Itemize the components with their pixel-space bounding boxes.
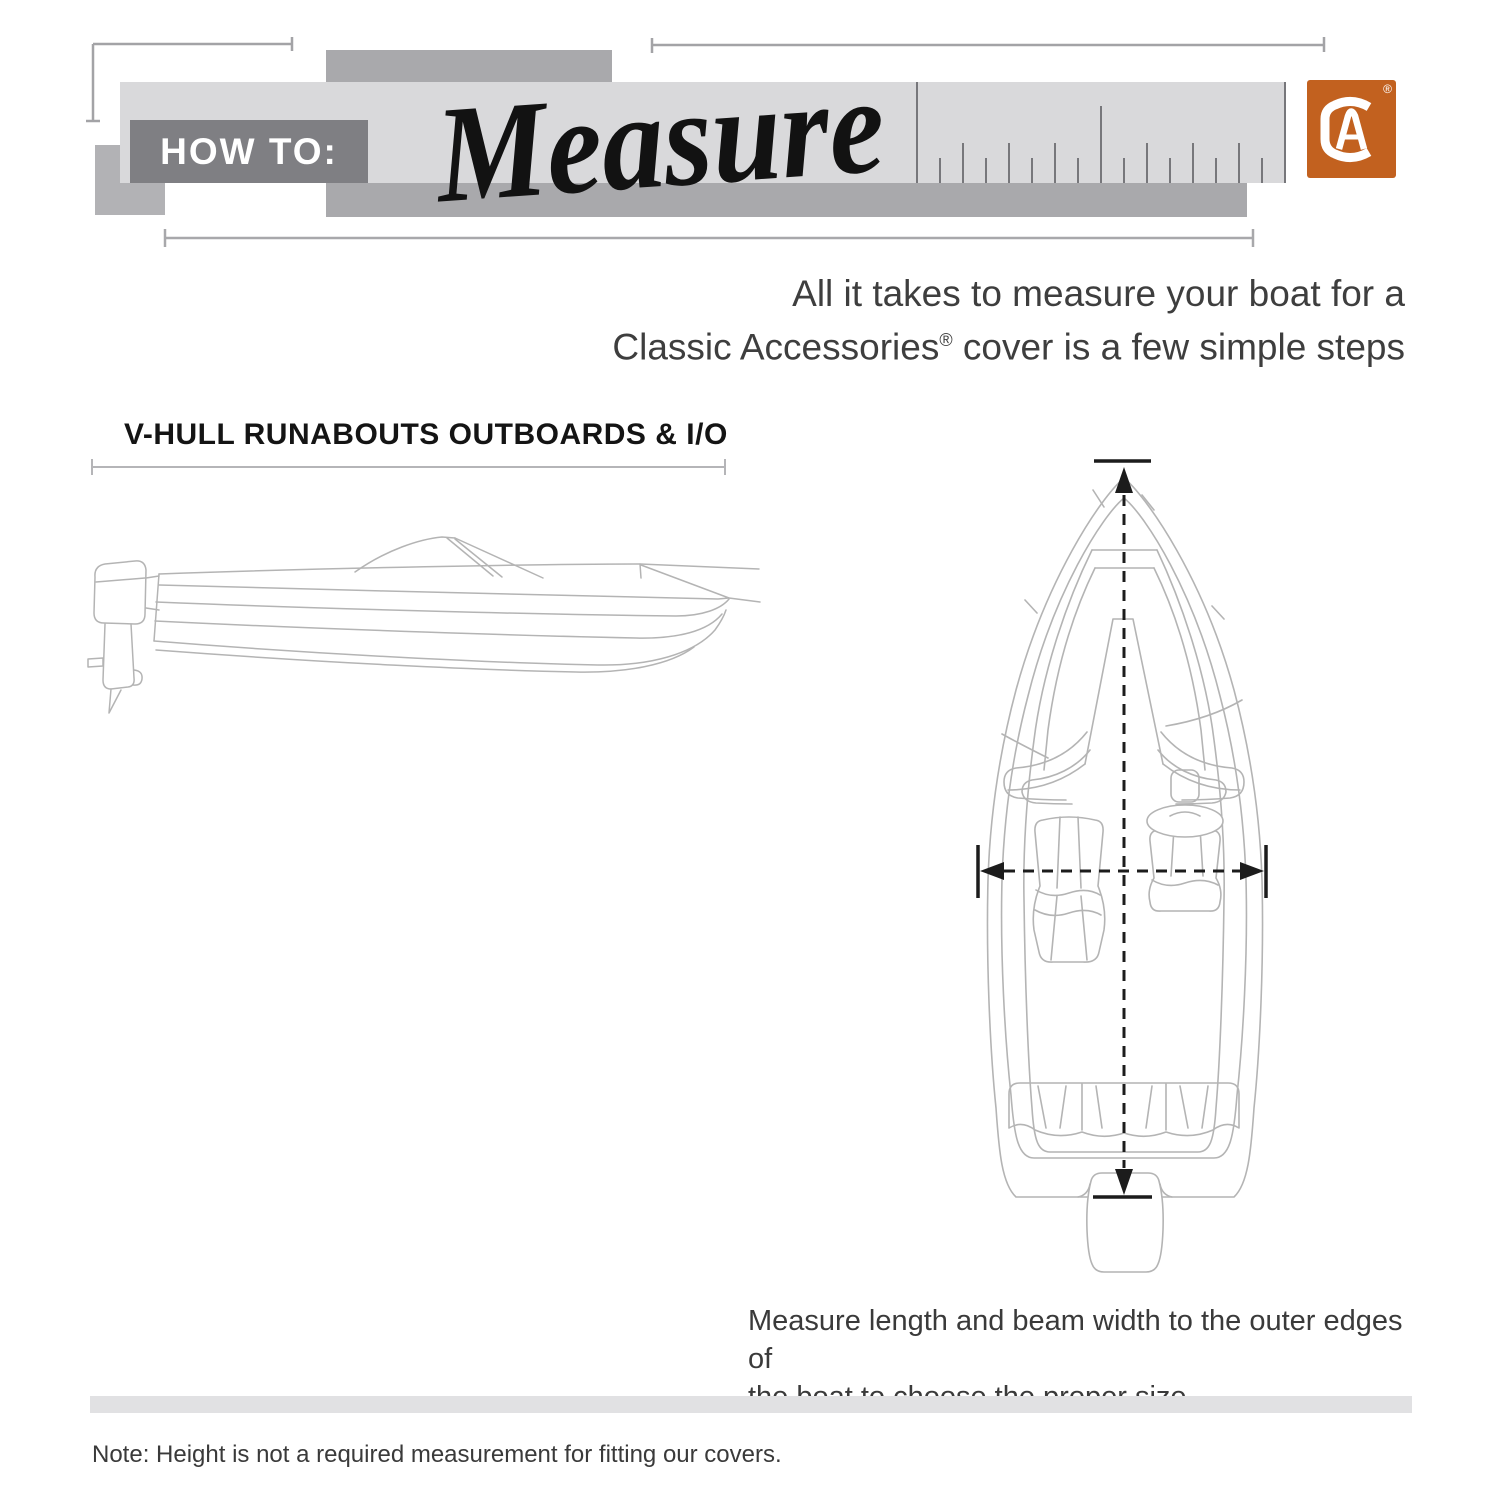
kicker-label: HOW TO: xyxy=(160,130,338,172)
boat-top-view-illustration xyxy=(950,440,1350,1320)
beam-arrow-right xyxy=(1240,862,1264,880)
footer-note: Note: Height is not a required measurement for fitting our covers. xyxy=(92,1441,782,1468)
section-underline xyxy=(90,456,730,478)
footer-divider xyxy=(90,1396,1412,1413)
section-title: V-HULL RUNABOUTS OUTBOARDS & I/O xyxy=(124,418,728,451)
kicker-box xyxy=(130,120,368,183)
caption-line-1: Measure length and beam width to the outer edges of xyxy=(748,1305,1403,1375)
length-arrow-up xyxy=(1115,467,1133,493)
intro-line-2: Classic Accessories® cover is a few simple steps xyxy=(612,326,1405,368)
bracket-line-bottom xyxy=(163,228,1257,250)
boat-side-view-illustration xyxy=(78,520,768,740)
beam-arrow-left xyxy=(980,862,1004,880)
classic-accessories-logo xyxy=(1307,80,1396,178)
bracket-line-top-right xyxy=(650,36,1332,58)
intro-line-1: All it takes to measure your boat for a xyxy=(792,273,1405,314)
transom xyxy=(154,574,159,641)
registered-trademark: ® xyxy=(1383,82,1392,96)
motor-cowling xyxy=(94,561,146,624)
steering-wheel xyxy=(1147,805,1223,837)
page-title: Measure xyxy=(430,47,890,231)
intro-registered-mark: ® xyxy=(939,330,953,350)
sheer-line xyxy=(159,564,759,574)
helm-seat xyxy=(1149,827,1221,911)
port-seat xyxy=(1033,817,1105,962)
intro-text xyxy=(500,270,1405,370)
